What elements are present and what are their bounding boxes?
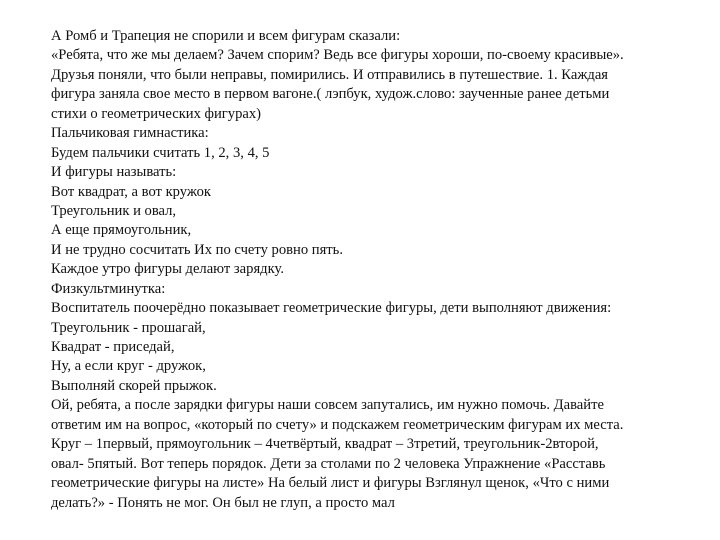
text-line: Квадрат - приседай, — [51, 339, 175, 355]
text-line: «Ребята, что же мы делаем? Зачем спорим? Ведь все фигуры хороши, по-своему красивые». — [51, 47, 624, 64]
text-line: А еще прямоугольник, — [51, 222, 192, 239]
text-line: И фигуры называть: — [51, 164, 177, 181]
text-line: Пальчиковая гимнастика: — [51, 125, 209, 142]
text-line: Каждое утро фигуры делают зарядку. — [51, 261, 284, 278]
text-line: ответим им на вопрос, «который по счету» и подскажем геометрическим фигурам их места. — [51, 416, 624, 433]
text-line: А Ромб и Трапеция не спорили и всем фигурам сказали: — [51, 28, 401, 44]
text-line: И не трудно сосчитать Их по счету ровно пять. — [51, 241, 343, 258]
text-line: Треугольник - прошагай, — [51, 319, 206, 336]
text-line: Ну, а если круг - дружок, — [51, 358, 206, 375]
text-line: Вот квадрат, а вот кружок — [51, 183, 211, 200]
text-line: Воспитатель поочерёдно показывает геометрические фигуры, дети выполняют движения: — [51, 300, 612, 317]
text-line: делать?» - Понять не мог. Он был не глуп, а просто мал — [51, 494, 395, 511]
text-line: Будем пальчики считать 1, 2, 3, 4, 5 — [51, 144, 270, 161]
text-line: Физкультминутка: — [51, 280, 166, 297]
document-text — [51, 27, 691, 513]
text-line: стихи о геометрических фигурах) — [51, 105, 262, 122]
text-line: Треугольник и овал, — [51, 202, 177, 219]
text-line: Круг – 1первый, прямоугольник – 4четвёртый, квадрат – 3третий, треугольник-2второй, — [51, 436, 599, 453]
text-line: Выполняй скорей прыжок. — [51, 377, 217, 394]
text-line: Друзья поняли, что были неправы, помирились. И отправились в путешествие. 1. Каждая — [51, 66, 609, 83]
text-line: геометрические фигуры на листе» На белый лист и фигуры Взглянул щенок, «Что с ними — [51, 475, 610, 492]
text-line: Ой, ребята, а после зарядки фигуры наши совсем запутались, им нужно помочь. Давайте — [51, 397, 604, 414]
text-line: овал- 5пятый. Вот теперь порядок. Дети за столами по 2 человека Упражнение «Расставь — [51, 455, 606, 472]
text-line: фигура заняла свое место в первом вагоне.( лэпбук, худож.слово: заученные ранее детьми — [51, 86, 610, 103]
